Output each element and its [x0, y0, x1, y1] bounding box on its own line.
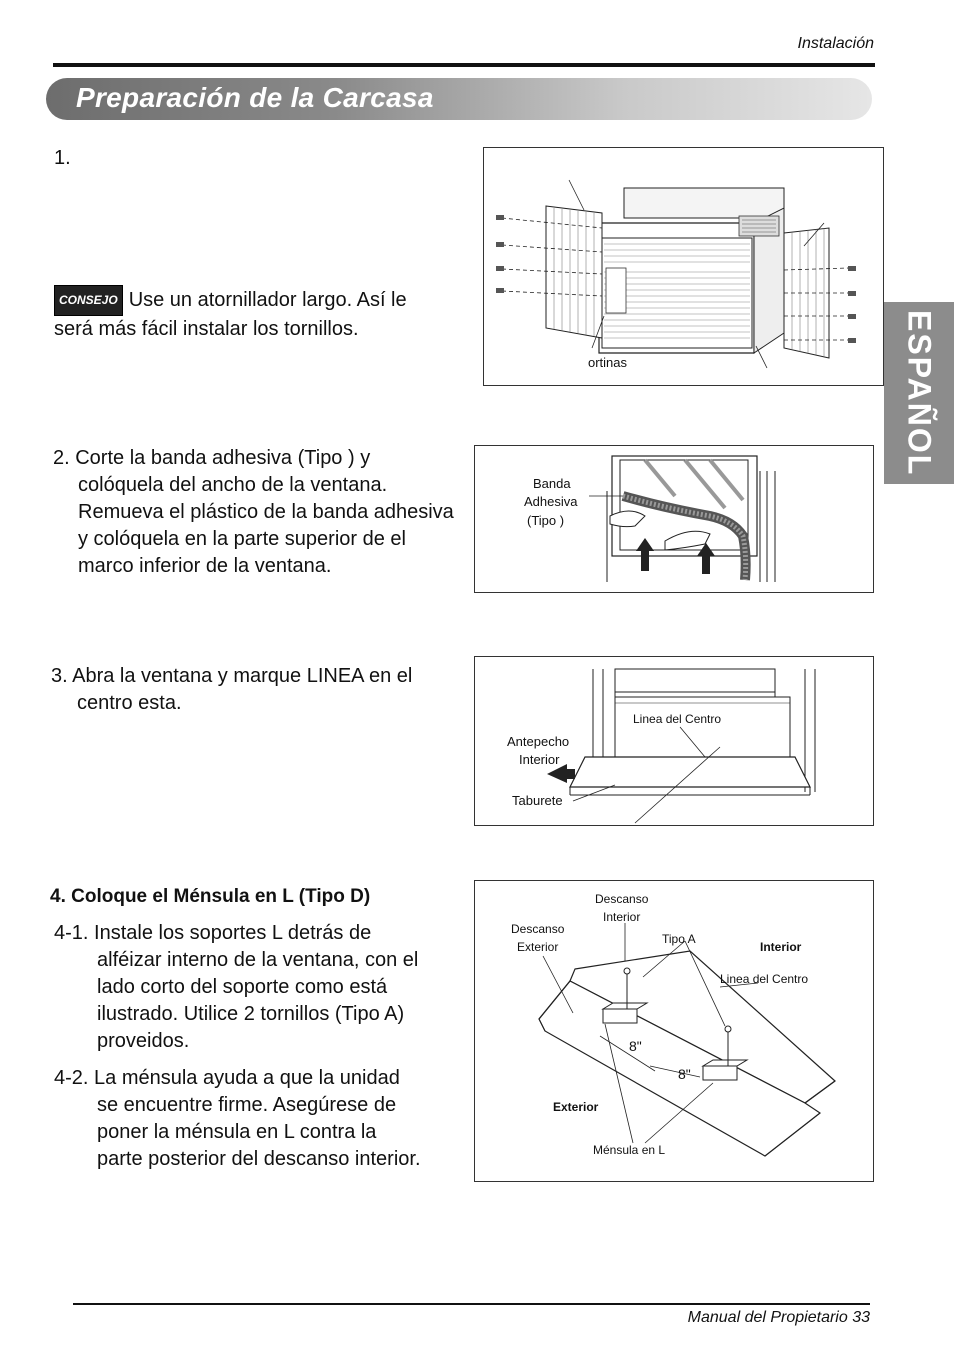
figure-case-curtains: [483, 147, 884, 386]
step1-number: 1.: [54, 147, 71, 169]
bracket-label: Ménsula en L: [593, 1143, 666, 1157]
step4-heading: 4. Coloque el Ménsula en L (Tipo D): [50, 886, 371, 907]
bottom-rule: [73, 1303, 870, 1305]
step4-sub1-line-4: ilustrado. Utilice 2 tornillos (Tipo A): [97, 1003, 405, 1025]
step4-sub1-line-1: 4-1. Instale los soportes L detrás de: [54, 922, 372, 944]
step2-text: [53, 445, 473, 580]
exterior-label: Exterior: [553, 1100, 599, 1114]
rest-exterior-label-1: Descanso: [511, 922, 565, 936]
footer-label: Manual del Propietario 33: [687, 1309, 870, 1326]
step4-sub2-line-2: se encuentre firme. Asegúrese de: [97, 1094, 397, 1116]
page-title: Preparación de la Carcasa: [76, 82, 434, 113]
section-header-label: Instalación: [797, 35, 874, 52]
step3-line-1: 3. Abra la ventana y marque LINEA en el: [51, 665, 413, 687]
step2-line-5: marco inferior de la ventana.: [78, 555, 332, 577]
step4-sub1-line-2: alféizar interno de la ventana, con el: [97, 949, 419, 971]
step4-sub2-line-1: 4-2. La ménsula ayuda a que la unidad: [54, 1067, 400, 1089]
interior-label: Interior: [760, 940, 802, 954]
top-rule: [53, 63, 875, 67]
step4-sub1: [54, 920, 474, 1055]
rest-interior-label-1: Descanso: [595, 892, 649, 906]
figure-adhesive-strip: [474, 445, 874, 593]
step2-line-2: colóquela del ancho de la ventana.: [78, 474, 388, 496]
adhesive-label-2: Adhesiva: [524, 494, 578, 509]
bracket-center-line-label: Linea del Centro: [720, 972, 809, 986]
step3-line-2: centro esta.: [77, 692, 182, 714]
figure-l-bracket: [474, 880, 874, 1182]
type-a-label: Tipo A: [662, 932, 696, 946]
step4-sub2-line-4: parte posterior del descanso interior.: [97, 1148, 421, 1170]
language-tab-label: ESPAÑOL: [901, 309, 938, 477]
sill-label-2: Interior: [519, 752, 560, 767]
step4-sub1-line-5: proveidos.: [97, 1030, 190, 1052]
sill-label-1: Antepecho: [507, 734, 570, 749]
dimension-label-1: 8": [629, 1038, 642, 1054]
step3-text: [51, 663, 471, 717]
step2-line-1: 2. Corte la banda adhesiva (Tipo ) y: [53, 447, 371, 469]
adhesive-label-3: (Tipo ): [527, 513, 565, 528]
curtains-label: ortinas: [588, 355, 628, 370]
rest-interior-label-2: Interior: [603, 910, 641, 924]
language-tab-label-wrap: [884, 302, 954, 484]
tip-text-line2: será más fácil instalar los tornillos.: [54, 318, 359, 340]
step2-line-3: Remueva el plástico de la banda adhesiva: [78, 501, 454, 523]
figure-window-center-line: [474, 656, 874, 826]
step4-sub1-line-3: lado corto del soporte como está: [97, 976, 388, 998]
step4-sub2-line-3: poner la ménsula en L contra la: [97, 1121, 377, 1143]
tip-text-line1: Use un atornillador largo. Así le: [128, 289, 407, 311]
adhesive-label-1: Banda: [533, 476, 571, 491]
step1-tip: [54, 285, 474, 343]
tip-badge: CONSEJO: [54, 285, 123, 316]
center-line-label: Linea del Centro: [633, 712, 722, 726]
step4-sub2: [54, 1065, 474, 1173]
step2-line-4: y colóquela en la parte superior de el: [78, 528, 406, 550]
dimension-label-2: 8": [678, 1066, 691, 1082]
rest-exterior-label-2: Exterior: [517, 940, 559, 954]
stool-label: Taburete: [512, 793, 563, 808]
